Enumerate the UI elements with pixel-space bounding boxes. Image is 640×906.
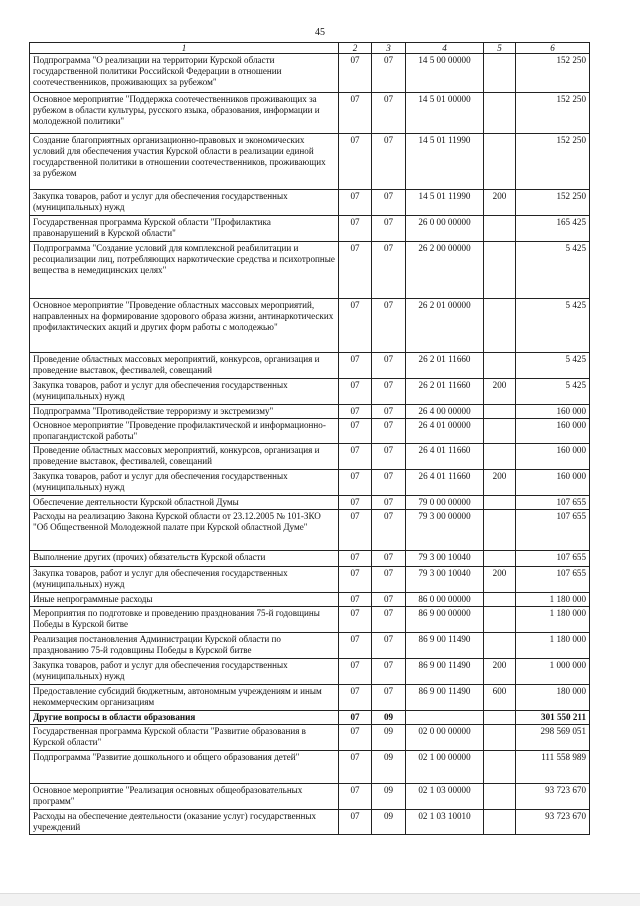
column-header-expense-type: 5 — [484, 43, 516, 54]
page-number: 45 — [315, 27, 325, 38]
row-subsection-code: 07 — [372, 379, 406, 405]
row-expense-type — [484, 216, 516, 242]
row-section-code: 07 — [339, 470, 372, 496]
table-row — [30, 379, 590, 405]
row-expense-type — [484, 510, 516, 551]
row-amount: 301 550 211 — [516, 711, 590, 725]
row-amount: 5 425 — [516, 242, 590, 299]
row-expense-type — [484, 242, 516, 299]
row-name: Расходы на обеспечение деятельности (оказание услуг) государственных учреждений — [30, 810, 339, 835]
row-name: Подпрограмма "О реализации на территории Курской области государственной политики Российской Федерации в отношении соотечественников, проживающих за рубежом" — [30, 54, 339, 93]
row-target-code: 02 1 03 00000 — [406, 784, 484, 810]
row-subsection-code: 09 — [372, 725, 406, 751]
row-amount: 107 655 — [516, 551, 590, 567]
table-row — [30, 419, 590, 444]
row-name: Основное мероприятие "Реализация основных общеобразовательных программ" — [30, 784, 339, 810]
row-amount: 152 250 — [516, 190, 590, 216]
row-amount: 160 000 — [516, 405, 590, 419]
row-subsection-code: 09 — [372, 810, 406, 835]
row-subsection-code: 07 — [372, 659, 406, 685]
row-section-code: 07 — [339, 419, 372, 444]
row-target-code: 79 3 00 10040 — [406, 567, 484, 593]
column-header-target-code: 4 — [406, 43, 484, 54]
row-amount: 5 425 — [516, 379, 590, 405]
table-row — [30, 725, 590, 751]
row-amount: 1 000 000 — [516, 659, 590, 685]
row-target-code: 14 5 01 11990 — [406, 190, 484, 216]
row-section-code: 07 — [339, 784, 372, 810]
row-name: Расходы на реализацию Закона Курской области от 23.12.2005 № 101-ЗКО "Об Общественной Молодежной палате при Курской областной Думе" — [30, 510, 339, 551]
table-row — [30, 685, 590, 711]
row-expense-type — [484, 633, 516, 659]
row-target-code: 79 3 00 10040 — [406, 551, 484, 567]
row-section-code: 07 — [339, 134, 372, 190]
column-header-name: 1 — [30, 43, 339, 54]
row-section-code: 07 — [339, 510, 372, 551]
row-section-code: 07 — [339, 685, 372, 711]
row-subsection-code: 07 — [372, 444, 406, 470]
row-target-code: 26 2 01 11660 — [406, 353, 484, 379]
row-name: Обеспечение деятельности Курской областной Думы — [30, 496, 339, 510]
row-name: Основное мероприятие "Поддержка соотечественников проживающих за рубежом в области культуры, русского языка, образования, информации и молодежной политики" — [30, 93, 339, 134]
row-section-code: 07 — [339, 593, 372, 607]
row-amount: 1 180 000 — [516, 593, 590, 607]
table-row — [30, 751, 590, 784]
row-name: Закупка товаров, работ и услуг для обеспечения государственных (муниципальных) нужд — [30, 567, 339, 593]
row-target-code: 26 2 00 00000 — [406, 242, 484, 299]
row-amount: 160 000 — [516, 444, 590, 470]
row-name: Другие вопросы в области образования — [30, 711, 339, 725]
table-row — [30, 353, 590, 379]
table-row — [30, 54, 590, 93]
table-row — [30, 659, 590, 685]
row-name: Проведение областных массовых мероприятий, конкурсов, организация и проведение выставок, фестивалей, совещаний — [30, 444, 339, 470]
row-target-code: 14 5 00 00000 — [406, 54, 484, 93]
row-subsection-code: 07 — [372, 54, 406, 93]
row-subsection-code: 07 — [372, 567, 406, 593]
row-amount: 298 569 051 — [516, 725, 590, 751]
row-expense-type: 200 — [484, 470, 516, 496]
row-amount: 93 723 670 — [516, 784, 590, 810]
row-expense-type: 200 — [484, 379, 516, 405]
table-body — [30, 54, 590, 835]
row-expense-type: 200 — [484, 659, 516, 685]
row-name: Закупка товаров, работ и услуг для обеспечения государственных (муниципальных) нужд — [30, 379, 339, 405]
table-row — [30, 810, 590, 835]
row-name: Иные непрограммные расходы — [30, 593, 339, 607]
row-section-code: 07 — [339, 725, 372, 751]
row-target-code: 79 3 00 00000 — [406, 510, 484, 551]
row-target-code: 02 1 00 00000 — [406, 751, 484, 784]
table-row — [30, 607, 590, 633]
row-name: Подпрограмма "Создание условий для комплексной реабилитации и ресоциализации лиц, потребляющих наркотические средства и психотропные вещества в немедицинских целях" — [30, 242, 339, 299]
row-section-code: 07 — [339, 190, 372, 216]
header-row — [30, 43, 590, 54]
table-row — [30, 593, 590, 607]
row-section-code: 07 — [339, 242, 372, 299]
row-expense-type — [484, 711, 516, 725]
row-subsection-code: 07 — [372, 190, 406, 216]
row-section-code: 07 — [339, 751, 372, 784]
row-name: Создание благоприятных организационно-правовых и экономических условий для обеспечения участия Курской области в реализации единой государственной политики в отношении соотечественников, проживающих за рубежом — [30, 134, 339, 190]
table-row — [30, 299, 590, 353]
row-expense-type — [484, 496, 516, 510]
row-name: Проведение областных массовых мероприятий, конкурсов, организация и проведение выставок, фестивалей, совещаний — [30, 353, 339, 379]
row-expense-type — [484, 444, 516, 470]
row-amount: 107 655 — [516, 567, 590, 593]
row-expense-type — [484, 607, 516, 633]
row-amount: 111 558 989 — [516, 751, 590, 784]
row-subsection-code: 07 — [372, 551, 406, 567]
row-amount: 93 723 670 — [516, 810, 590, 835]
row-subsection-code: 07 — [372, 134, 406, 190]
row-section-code: 07 — [339, 379, 372, 405]
row-subsection-code: 09 — [372, 711, 406, 725]
row-subsection-code: 07 — [372, 93, 406, 134]
row-expense-type — [484, 593, 516, 607]
row-expense-type — [484, 419, 516, 444]
row-target-code: 86 9 00 11490 — [406, 685, 484, 711]
row-amount: 152 250 — [516, 54, 590, 93]
row-target-code: 02 1 03 10010 — [406, 810, 484, 835]
row-subsection-code: 07 — [372, 419, 406, 444]
row-target-code: 02 0 00 00000 — [406, 725, 484, 751]
row-amount: 107 655 — [516, 496, 590, 510]
scan-bottom-edge — [0, 893, 640, 906]
row-name: Закупка товаров, работ и услуг для обеспечения государственных (муниципальных) нужд — [30, 190, 339, 216]
row-amount: 152 250 — [516, 134, 590, 190]
row-expense-type — [484, 134, 516, 190]
table-row — [30, 242, 590, 299]
row-section-code: 07 — [339, 444, 372, 470]
row-section-code: 07 — [339, 810, 372, 835]
row-expense-type: 200 — [484, 190, 516, 216]
row-expense-type — [484, 353, 516, 379]
row-section-code: 07 — [339, 633, 372, 659]
row-subsection-code: 07 — [372, 633, 406, 659]
row-name: Предоставление субсидий бюджетным, автономным учреждениям и иным некоммерческим организациям — [30, 685, 339, 711]
row-subsection-code: 07 — [372, 607, 406, 633]
row-subsection-code: 07 — [372, 685, 406, 711]
row-target-code: 26 4 00 00000 — [406, 405, 484, 419]
row-expense-type — [484, 93, 516, 134]
row-amount: 1 180 000 — [516, 633, 590, 659]
column-header-subsection: 3 — [372, 43, 406, 54]
row-section-code: 07 — [339, 353, 372, 379]
table-row — [30, 216, 590, 242]
table-row — [30, 510, 590, 551]
table-row — [30, 93, 590, 134]
row-subsection-code: 07 — [372, 510, 406, 551]
row-expense-type — [484, 54, 516, 93]
row-amount: 107 655 — [516, 510, 590, 551]
row-subsection-code: 07 — [372, 299, 406, 353]
row-amount: 1 180 000 — [516, 607, 590, 633]
row-expense-type — [484, 784, 516, 810]
row-name: Мероприятия по подготовке и проведению празднования 75-й годовщины Победы в Курской битве — [30, 607, 339, 633]
row-name: Выполнение других (прочих) обязательств Курской области — [30, 551, 339, 567]
row-target-code: 86 0 00 00000 — [406, 593, 484, 607]
row-name: Подпрограмма "Развитие дошкольного и общего образования детей" — [30, 751, 339, 784]
row-expense-type: 200 — [484, 567, 516, 593]
row-target-code: 79 0 00 00000 — [406, 496, 484, 510]
row-amount: 152 250 — [516, 93, 590, 134]
row-expense-type — [484, 551, 516, 567]
row-target-code: 86 9 00 00000 — [406, 607, 484, 633]
row-target-code: 86 9 00 11490 — [406, 633, 484, 659]
row-subsection-code: 07 — [372, 242, 406, 299]
row-section-code: 07 — [339, 551, 372, 567]
row-section-code: 07 — [339, 567, 372, 593]
row-expense-type: 600 — [484, 685, 516, 711]
row-section-code: 07 — [339, 54, 372, 93]
row-amount: 160 000 — [516, 470, 590, 496]
row-amount: 5 425 — [516, 353, 590, 379]
table-row — [30, 551, 590, 567]
row-section-code: 07 — [339, 659, 372, 685]
row-amount: 160 000 — [516, 419, 590, 444]
row-section-code: 07 — [339, 496, 372, 510]
row-name: Реализация постановления Администрации Курской области по празднованию 75-й годовщины Победы в Курской битве — [30, 633, 339, 659]
row-expense-type — [484, 405, 516, 419]
row-name: Основное мероприятие "Проведение областных массовых мероприятий, направленных на формирование здорового образа жизни, антинаркотических профилактических акций и других форм работы с молодежью" — [30, 299, 339, 353]
row-target-code — [406, 711, 484, 725]
row-section-code: 07 — [339, 216, 372, 242]
row-expense-type — [484, 751, 516, 784]
row-name: Основное мероприятие "Проведение профилактической и информационно-пропагандистской работы" — [30, 419, 339, 444]
row-name: Подпрограмма "Противодействие терроризму и экстремизму" — [30, 405, 339, 419]
budget-table — [29, 42, 590, 835]
table-row — [30, 784, 590, 810]
table-row — [30, 633, 590, 659]
table-row — [30, 567, 590, 593]
row-name: Закупка товаров, работ и услуг для обеспечения государственных (муниципальных) нужд — [30, 470, 339, 496]
row-subsection-code: 09 — [372, 784, 406, 810]
row-subsection-code: 09 — [372, 751, 406, 784]
column-header-section: 2 — [339, 43, 372, 54]
row-target-code: 14 5 01 00000 — [406, 93, 484, 134]
row-target-code: 26 2 01 00000 — [406, 299, 484, 353]
table-row — [30, 134, 590, 190]
row-expense-type — [484, 299, 516, 353]
row-section-code: 07 — [339, 299, 372, 353]
table-row — [30, 711, 590, 725]
row-target-code: 26 4 01 11660 — [406, 470, 484, 496]
table-row — [30, 190, 590, 216]
row-subsection-code: 07 — [372, 593, 406, 607]
row-target-code: 86 9 00 11490 — [406, 659, 484, 685]
row-subsection-code: 07 — [372, 405, 406, 419]
row-section-code: 07 — [339, 607, 372, 633]
column-header-amount: 6 — [516, 43, 590, 54]
row-subsection-code: 07 — [372, 470, 406, 496]
row-subsection-code: 07 — [372, 496, 406, 510]
row-target-code: 26 0 00 00000 — [406, 216, 484, 242]
row-target-code: 26 4 01 11660 — [406, 444, 484, 470]
row-name: Государственная программа Курской области "Профилактика правонарушений в Курской области" — [30, 216, 339, 242]
row-target-code: 26 2 01 11660 — [406, 379, 484, 405]
row-expense-type — [484, 810, 516, 835]
row-amount: 5 425 — [516, 299, 590, 353]
row-name: Государственная программа Курской области "Развитие образования в Курской области" — [30, 725, 339, 751]
row-section-code: 07 — [339, 711, 372, 725]
row-target-code: 14 5 01 11990 — [406, 134, 484, 190]
row-amount: 180 000 — [516, 685, 590, 711]
row-name: Закупка товаров, работ и услуг для обеспечения государственных (муниципальных) нужд — [30, 659, 339, 685]
row-target-code: 26 4 01 00000 — [406, 419, 484, 444]
row-expense-type — [484, 725, 516, 751]
table-row — [30, 496, 590, 510]
table-row — [30, 405, 590, 419]
table-row — [30, 444, 590, 470]
table-row — [30, 470, 590, 496]
row-amount: 165 425 — [516, 216, 590, 242]
row-subsection-code: 07 — [372, 216, 406, 242]
row-section-code: 07 — [339, 93, 372, 134]
row-subsection-code: 07 — [372, 353, 406, 379]
row-section-code: 07 — [339, 405, 372, 419]
